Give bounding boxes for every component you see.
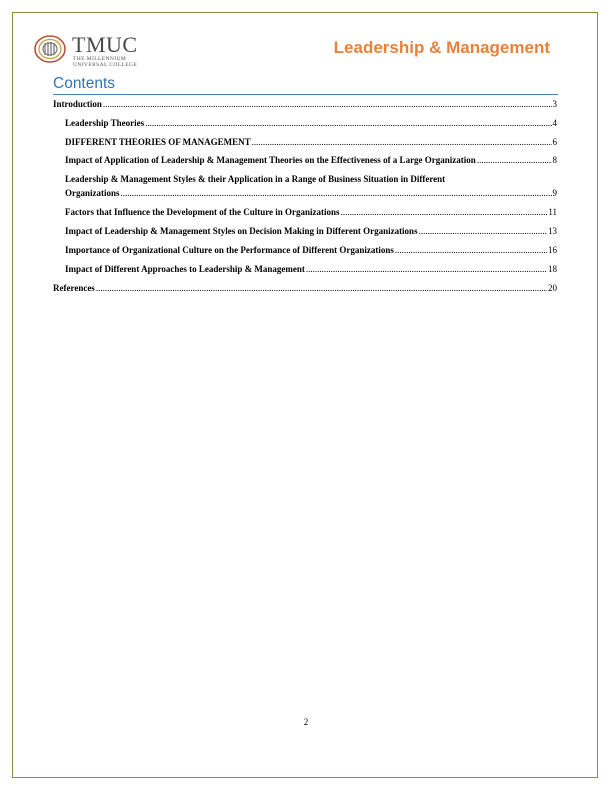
toc-entry-organizational-culture[interactable]: [65, 245, 557, 256]
toc-entry-label: Impact of Different Approaches to Leadership & Management: [65, 264, 305, 274]
toc-leader-dots: [477, 155, 552, 166]
toc-entry-references[interactable]: [53, 283, 557, 294]
toc-leader-dots: [306, 264, 547, 275]
document-title: Leadership & Management: [333, 38, 550, 57]
logo-subtitle-2: UNIVERSAL COLLEGE: [73, 62, 138, 68]
toc-entry-page: 3: [552, 99, 557, 109]
toc-entry-different-approaches[interactable]: [65, 264, 557, 275]
toc-entry-label: Impact of Leadership & Management Styles on Decision Making in Different Organizations: [65, 226, 418, 236]
logo-emblem-icon: [33, 34, 67, 64]
toc-leader-dots: [395, 245, 547, 256]
toc-entry-label-line1: Leadership & Management Styles & their Application in a Range of Business Situation in Different: [65, 174, 446, 184]
page-number: 2: [303, 717, 309, 727]
toc-entry-page: 11: [548, 207, 557, 217]
toc-entry-page: 4: [552, 118, 557, 128]
toc-entry-page: 18: [548, 264, 557, 274]
toc-entry-impact-of-application[interactable]: [65, 155, 557, 166]
toc-leader-dots: [121, 188, 552, 199]
toc-leader-dots: [96, 283, 547, 294]
toc-entry-page: 6: [552, 137, 557, 147]
toc-heading: Contents: [53, 74, 558, 95]
toc-leader-dots: [145, 118, 551, 129]
logo-subtitle-1: THE MILLENNIUM: [73, 56, 127, 62]
toc-entry-page: 9: [552, 188, 557, 198]
toc-entry-label: Leadership Theories: [65, 118, 145, 128]
toc-entry-page: 16: [548, 245, 557, 255]
toc-entry-label: Impact of Application of Leadership & Management Theories on the Effectiveness of a Large Organization: [65, 155, 476, 165]
toc-entry-management-styles[interactable]: [65, 174, 557, 199]
tmuc-logo: [33, 32, 138, 68]
toc-entry-label: Importance of Organizational Culture on the Performance of Different Organizations: [65, 245, 394, 255]
toc-leader-dots: [103, 99, 552, 110]
toc-entry-page: 13: [548, 226, 557, 236]
toc-entry-page: 8: [552, 155, 557, 165]
toc-entry-decision-making[interactable]: [65, 226, 557, 237]
toc-leader-dots: [252, 137, 552, 148]
toc-entry-label: Introduction: [53, 99, 102, 109]
toc-leader-dots: [419, 226, 547, 237]
toc-entry-theories-of-management[interactable]: [65, 137, 557, 148]
toc-leader-dots: [341, 207, 548, 218]
toc-entry-label: DIFFERENT THEORIES OF MANAGEMENT: [65, 137, 251, 147]
logo-name: TMUC: [72, 32, 138, 57]
toc-entry-introduction[interactable]: [53, 99, 557, 110]
toc-entry-page: 20: [548, 283, 557, 293]
toc-entry-culture-factors[interactable]: [65, 207, 557, 218]
toc-entry-label: References: [53, 283, 95, 293]
toc-entry-leadership-theories[interactable]: [65, 118, 557, 129]
toc-entry-label: Organizations: [65, 188, 120, 198]
toc-entry-label: Factors that Influence the Development of the Culture in Organizations: [65, 207, 340, 217]
